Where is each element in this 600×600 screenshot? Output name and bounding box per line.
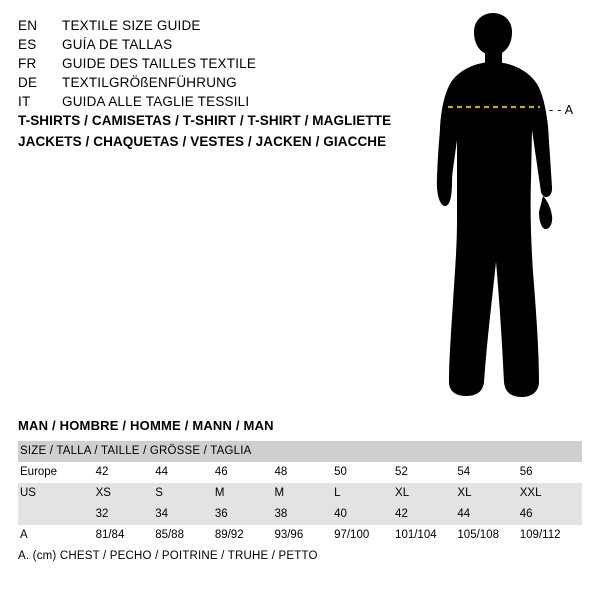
cell: 89/92 bbox=[215, 525, 275, 546]
chest-measure-dashes: - - bbox=[549, 103, 562, 117]
table-row bbox=[18, 483, 582, 504]
language-text: GUIDE DES TAILLES TEXTILE bbox=[62, 56, 257, 71]
cell: 38 bbox=[274, 504, 334, 525]
language-text: TEXTILE SIZE GUIDE bbox=[62, 18, 201, 33]
language-code: EN bbox=[18, 18, 38, 33]
cell: L bbox=[334, 483, 395, 504]
table-header-label: SIZE / TALLA / TAILLE / GRÖSSE / TAGLIA bbox=[18, 441, 582, 462]
chest-measure-label bbox=[549, 103, 573, 117]
row-label: A bbox=[18, 525, 96, 546]
language-row bbox=[18, 92, 378, 111]
row-label: US bbox=[18, 483, 96, 504]
cell: 36 bbox=[215, 504, 275, 525]
language-row bbox=[18, 73, 378, 92]
cell: 44 bbox=[457, 504, 519, 525]
cell: XL bbox=[395, 483, 457, 504]
table-header-row bbox=[18, 441, 582, 462]
category-tshirts: T-SHIRTS / CAMISETAS / T-SHIRT / T-SHIRT / MAGLIETTE bbox=[18, 113, 392, 128]
table-row bbox=[18, 462, 582, 483]
language-code: DE bbox=[18, 75, 38, 90]
language-text: GUÍA DE TALLAS bbox=[62, 37, 173, 52]
cell: XXL bbox=[520, 483, 582, 504]
table-group-title: MAN / HOMBRE / HOMME / MANN / MAN bbox=[18, 418, 274, 433]
cell: 85/88 bbox=[155, 525, 215, 546]
cell: 50 bbox=[334, 462, 395, 483]
language-text: TEXTILGRÖßENFÜHRUNG bbox=[62, 75, 237, 90]
cell: M bbox=[215, 483, 275, 504]
cell: 93/96 bbox=[274, 525, 334, 546]
language-row bbox=[18, 16, 378, 35]
cell: 48 bbox=[274, 462, 334, 483]
cell: XS bbox=[96, 483, 156, 504]
language-code: IT bbox=[18, 94, 31, 109]
language-list bbox=[18, 16, 378, 111]
cell: 54 bbox=[457, 462, 519, 483]
size-table bbox=[18, 441, 582, 546]
row-label bbox=[18, 504, 96, 525]
cell: 97/100 bbox=[334, 525, 395, 546]
cell: 34 bbox=[155, 504, 215, 525]
table-row bbox=[18, 504, 582, 525]
category-jackets: JACKETS / CHAQUETAS / VESTES / JACKEN / GIACCHE bbox=[18, 134, 387, 149]
cell: 52 bbox=[395, 462, 457, 483]
table-row bbox=[18, 525, 582, 546]
table-footnote: A. (cm) CHEST / PECHO / POITRINE / TRUHE / PETTO bbox=[18, 550, 318, 562]
cell: 105/108 bbox=[457, 525, 519, 546]
cell: 44 bbox=[155, 462, 215, 483]
chest-measure-letter: A bbox=[564, 103, 574, 117]
language-code: FR bbox=[18, 56, 37, 71]
cell: XL bbox=[457, 483, 519, 504]
cell: 56 bbox=[520, 462, 582, 483]
category-list bbox=[18, 110, 418, 152]
language-code: ES bbox=[18, 37, 37, 52]
cell: M bbox=[274, 483, 334, 504]
cell: 42 bbox=[395, 504, 457, 525]
cell: 32 bbox=[96, 504, 156, 525]
language-row bbox=[18, 54, 378, 73]
language-row bbox=[18, 35, 378, 54]
language-text: GUIDA ALLE TAGLIE TESSILI bbox=[62, 94, 250, 109]
cell: 81/84 bbox=[96, 525, 156, 546]
cell: 46 bbox=[215, 462, 275, 483]
row-label: Europe bbox=[18, 462, 96, 483]
male-figure-illustration bbox=[400, 10, 600, 410]
cell: 42 bbox=[96, 462, 156, 483]
cell: 109/112 bbox=[520, 525, 582, 546]
cell: 40 bbox=[334, 504, 395, 525]
cell: 101/104 bbox=[395, 525, 457, 546]
cell: S bbox=[155, 483, 215, 504]
cell: 46 bbox=[520, 504, 582, 525]
